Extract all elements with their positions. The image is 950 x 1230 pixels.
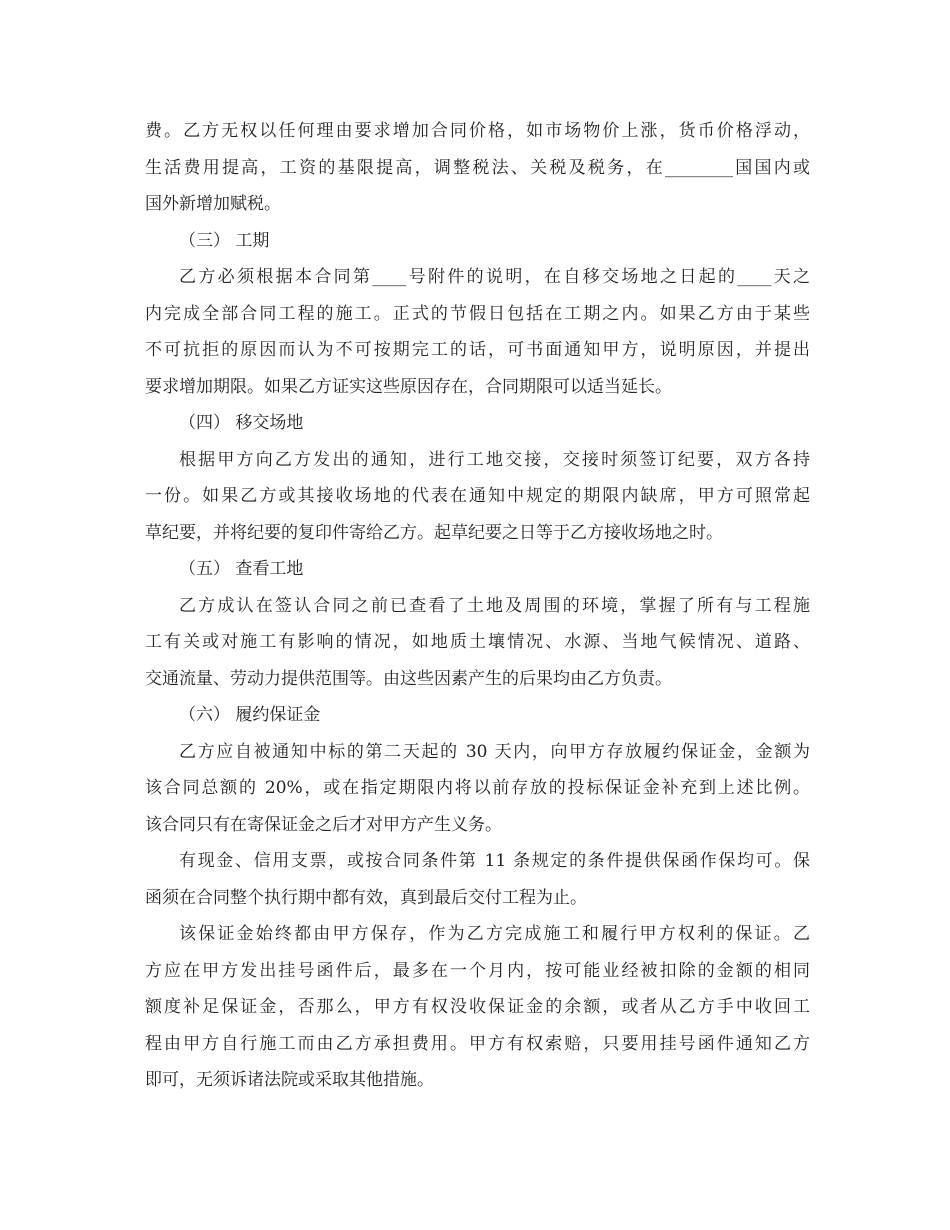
paragraph [145,843,810,916]
text-line: 该保证金始终都由甲方保存，作为乙方完成施工和履行甲方权利的保证。乙 [179,924,810,944]
paragraph [145,588,810,698]
paragraph [145,734,810,844]
text-line: 额度补足保证金，否那么，甲方有权没收保证金的余额，或者从乙方手中收回工 [145,997,810,1017]
text-line: 费。乙方无权以任何理由要求增加合同价格，如市场物价上涨，货币价格浮动， [145,121,810,141]
text-line: 乙方必须根据本合同第____号附件的说明，在自移交场地之日起的____天之 [179,267,810,287]
section-heading [145,551,810,588]
section-heading [145,223,810,260]
text-line: 要求增加期限。如果乙方证实这些原因存在，合同期限可以适当延长。 [145,376,672,397]
paragraph [145,113,810,223]
heading-text: （五） 查看工地 [179,559,304,579]
heading-text: （三） 工期 [179,230,270,251]
document-body [145,113,810,1099]
section-heading [145,405,810,442]
text-line: 内完成全部合同工程的施工。正式的节假日包括在工期之内。如果乙方由于某些 [145,303,810,324]
text-line: 国外新增加赋税。 [145,194,281,214]
text-line: 程由甲方自行施工而由乙方承担费用。甲方有权索赔，只要用挂号函件通知乙方 [145,1033,810,1054]
section-heading [145,697,810,734]
heading-text: （六） 履约保证金 [179,705,321,725]
text-line: 该合同总额的 20%，或在指定期限内将以前存放的投标保证金补充到上述比例。 [145,778,810,798]
text-line: 草纪要，并将纪要的复印件寄给乙方。起草纪要之日等于乙方接收场地之时。 [145,522,723,543]
text-line: 函须在合同整个执行期中都有效，真到最后交付工程为止。 [145,887,587,908]
text-line: 即可，无须诉诸法院或采取其他措施。 [145,1070,434,1090]
text-line: 工有关或对施工有影响的情况，如地质土壤情况、水源、当地气候情况、道路、 [145,632,810,652]
text-line: 交通流量、劳动力提供范围等。由这些因素产生的后果均由乙方负责。 [145,668,672,689]
text-line: 方应在甲方发出挂号函件后，最多在一个月内，按可能业经被扣除的金额的相同 [145,960,810,981]
text-line: 生活费用提高，工资的基限提高，调整税法、关税及税务，在________国国内或 [145,157,810,178]
text-line: 该合同只有在寄保证金之后才对甲方产生义务。 [145,814,502,835]
text-line: 有现金、信用支票，或按合同条件第 11 条规定的条件提供保函作保均可。保 [179,851,810,871]
text-line: 乙方应自被通知中标的第二天起的 30 天内，向甲方存放履约保证金，金额为 [179,741,810,762]
text-line: 乙方成认在签认合同之前已查看了土地及周围的环境，掌握了所有与工程施 [179,595,810,616]
paragraph [145,442,810,552]
text-line: 根据甲方向乙方发出的通知，进行工地交接，交接时须签订纪要，双方各持 [179,449,810,470]
paragraph [145,259,810,405]
text-line: 一份。如果乙方或其接收场地的代表在通知中规定的期限内缺席，甲方可照常起 [145,486,810,506]
paragraph [145,916,810,1099]
heading-text: （四） 移交场地 [179,413,304,433]
text-line: 不可抗拒的原因而认为不可按期完工的话，可书面通知甲方，说明原因，并提出 [145,340,810,360]
